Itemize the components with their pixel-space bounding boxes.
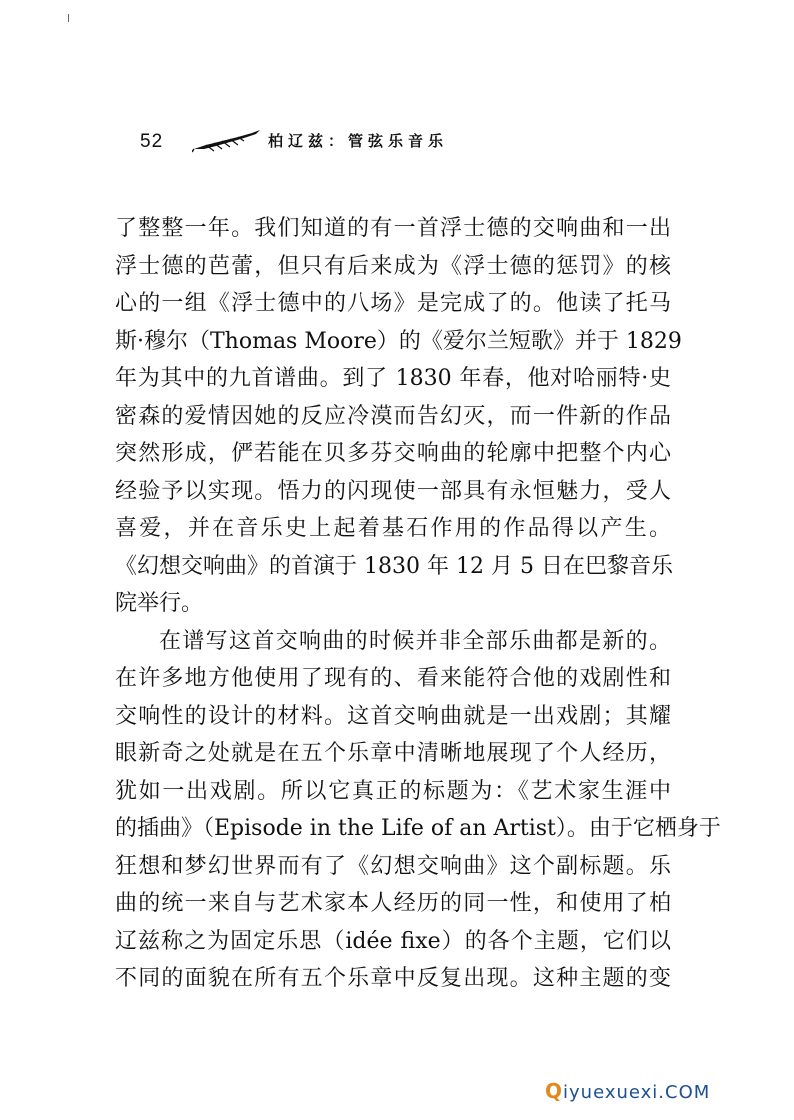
text-line: 浮士德的芭蕾，但只有后来成为《浮士德的惩罚》的核 xyxy=(115,253,671,279)
running-header xyxy=(140,127,540,157)
chapter-title: 柏辽兹：管弦乐音乐 xyxy=(268,132,449,150)
quill-feather-icon xyxy=(192,127,262,153)
text-line: 了整整一年。我们知道的有一首浮士德的交响曲和一出 xyxy=(115,216,671,241)
text-line: 年为其中的九首谱曲。到了 1830 年春，他对哈丽特·史 xyxy=(115,366,671,391)
text-line: 院举行。 xyxy=(115,591,204,616)
site-watermark xyxy=(545,1079,710,1103)
text-line: 突然形成，俨若能在贝多芬交响曲的轮廓中把整个内心 xyxy=(115,441,671,466)
paragraph xyxy=(115,210,682,623)
text-line: 曲的统一来自与艺术家本人经历的同一性，和使用了柏 xyxy=(115,891,671,916)
text-line: 的插曲》（Episode in the Life of an Artist）。由于它栖身于 xyxy=(115,816,721,841)
text-line: 密森的爱情因她的反应冷漠而告幻灭，而一件新的作品 xyxy=(115,403,671,429)
text-line: 在谱写这首交响曲的时候并非全部乐曲都是新的。 xyxy=(159,628,671,654)
text-line: 斯·穆尔（Thomas Moore）的《爱尔兰短歌》并于 1829 xyxy=(115,328,682,354)
text-line: 辽兹称之为固定乐思（idée fixe）的各个主题，它们以 xyxy=(115,928,671,954)
paragraph xyxy=(115,623,721,998)
text-line: 眼新奇之处就是在五个乐章中清晰地展现了个人经历， xyxy=(115,741,671,766)
watermark-logo-letter: Q xyxy=(545,1079,564,1103)
text-line: 《幻想交响曲》的首演于 1830 年 12 月 5 日在巴黎音乐 xyxy=(115,553,673,579)
text-line: 不同的面貌在所有五个乐章中反复出现。这种主题的变 xyxy=(115,966,671,991)
text-line: 交响性的设计的材料。这首交响曲就是一出戏剧；其耀 xyxy=(115,703,671,729)
text-line: 狂想和梦幻世界而有了《幻想交响曲》这个副标题。乐 xyxy=(115,853,671,879)
text-line: 经验予以实现。悟力的闪现使一部具有永恒魅力，受人 xyxy=(115,478,671,504)
text-line: 在许多地方他使用了现有的、看来能符合他的戏剧性和 xyxy=(115,666,671,691)
text-line: 喜爱，并在音乐史上起着基石作用的作品得以产生。 xyxy=(115,516,671,541)
text-line: 犹如一出戏剧。所以它真正的标题为：《艺术家生涯中 xyxy=(115,778,671,804)
text-line: 心的一组《浮士德中的八场》是完成了的。他读了托马 xyxy=(115,291,671,316)
body-text xyxy=(115,210,721,998)
page-number: 52 xyxy=(140,131,164,152)
watermark-text: iyuexuexi.COM xyxy=(563,1082,711,1103)
crop-mark xyxy=(68,14,69,22)
